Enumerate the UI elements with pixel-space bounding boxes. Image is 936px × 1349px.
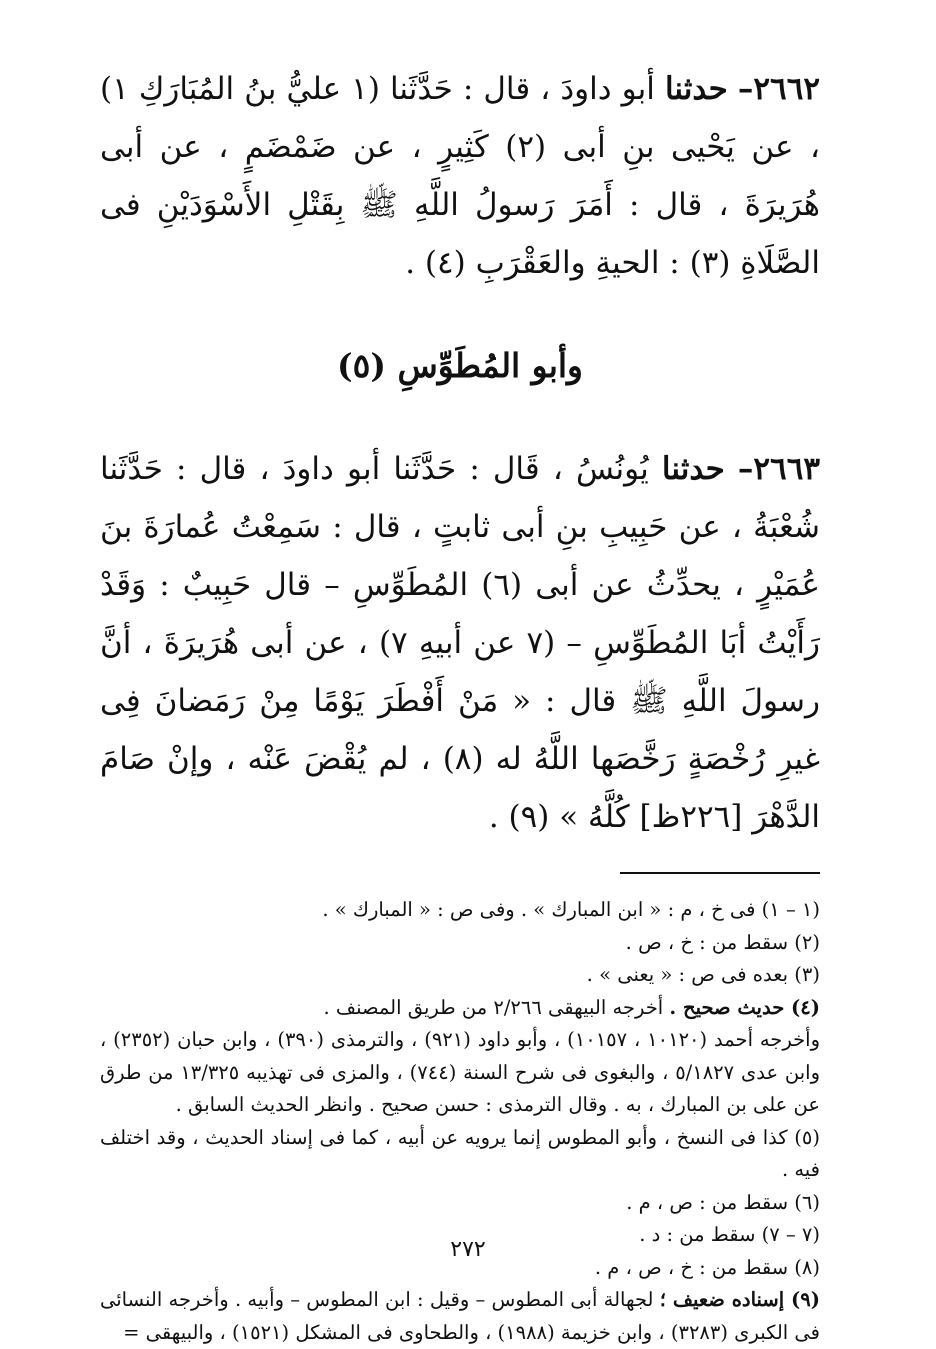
footnote: (١ – ١) فى خ ، م : « ابن المبارك » . وفى ص : « المبارك » . xyxy=(322,898,820,921)
section-title: وأبو المُطَوِّسِ (٥) xyxy=(337,346,583,385)
footnote: (٦) سقط من : ص ، م . xyxy=(626,1190,820,1214)
footnotes xyxy=(100,894,820,1349)
footnote-divider xyxy=(620,872,820,874)
hadith-head-word: حدثنا xyxy=(664,71,728,107)
hadith-text: أبو داودَ ، قال : حَدَّثَنا (١ عليُّ بنُ المُبَارَكِ ١) ، عن يَحْيى بنِ أبى (٢) كَثِيرٍ ، عن ضَمْضَمٍ ، عن أبى هُرَيرَةَ ، قال : أَمَرَ رَسولُ اللَّهِ ﷺ بِقَتْلِ الأَسْوَدَيْنِ فى الصَّلَاةِ (٣) : الحيةِ والعَقْرَبِ (٤) . xyxy=(100,71,821,281)
page-body xyxy=(100,60,820,1349)
footnote: (٩) إسناده ضعيف ؛ لجهالة أبى المطوس – وقيل : ابن المطوس – وأبيه . وأخرجه النسائى فى الكبرى (٣٢٨٣) ، وابن خزيمة (١٩٨٨) ، والطحاوى فى المشكل (١٥٢١) ، والبيهقى = xyxy=(100,1288,820,1344)
hadith-2663 xyxy=(100,440,820,846)
footnote: (٥) كذا فى النسخ ، وأبو المطوس إنما يرويه عن أبيه ، كما فى إسناد الحديث ، وقد اختلف فيه . xyxy=(100,1125,820,1181)
footnote: (٨) سقط من : خ ، ص ، م . xyxy=(594,1255,820,1279)
hadith-number: ٢٦٦٣– xyxy=(737,451,821,487)
hadith-number: ٢٦٦٢– xyxy=(737,71,820,107)
hadith-text: يُونُسُ ، قَال : حَدَّثَنا أبو داودَ ، قال : حَدَّثَنا شُعْبَةُ ، عن حَبِيبِ بنِ أبى ثابتٍ ، قال : سَمِعْتُ عُمارَةَ بنَ عُمَيْرٍ ، يحدِّثُ عن أبى (٦) المُطَوِّسِ – قال حَبِيبٌ : وَقَدْ رَأَيْتُ أبَا المُطَوِّسِ – (٧ عن أبيهِ ٧) ، عن أبى هُرَيرَةَ ، أنَّ رسولَ اللَّهِ ﷺ قال : « مَنْ أَفْطَرَ يَوْمًا مِنْ رَمَضانَ فِى غيرِ رُخْصَةٍ رَخَّصَها اللَّهُ له (٨) ، لم يُقْضَ عَنْه ، وإنْ صَامَ الدَّهْرَ [٢٢٦ظ] كُلَّهُ » (٩) . xyxy=(100,451,820,835)
footnote: (٢) سقط من : خ ، ص . xyxy=(625,930,820,954)
footnote: (٣) بعده فى ص : « يعنى » . xyxy=(586,963,820,986)
footnote: (٤) حديث صحيح . أخرجه البيهقى ٢/٢٦٦ من طريق المصنف . xyxy=(323,995,820,1019)
page-number: ٢٧٢ xyxy=(450,1237,486,1262)
footnote: وأخرجه أحمد (١٠١٢٠ ، ١٠١٥٧) ، وأبو داود (٩٢١) ، والترمذى (٣٩٠) ، وابن حبان (٢٣٥٢) ، وابن عدى ٥/١٨٢٧ ، والبغوى فى شرح السنة (٧٤٤) ، والمزى فى تهذيبه ١٣/٣٢٥ من طرق عن على بن المبارك ، به . وقال الترمذى : حسن صحيح . وانظر الحديث السابق . xyxy=(100,1028,820,1116)
hadith-head-word: حدثنا xyxy=(661,451,725,487)
hadith-2662 xyxy=(100,60,820,292)
footnote: (٧ – ٧) سقط من : د . xyxy=(639,1223,820,1246)
